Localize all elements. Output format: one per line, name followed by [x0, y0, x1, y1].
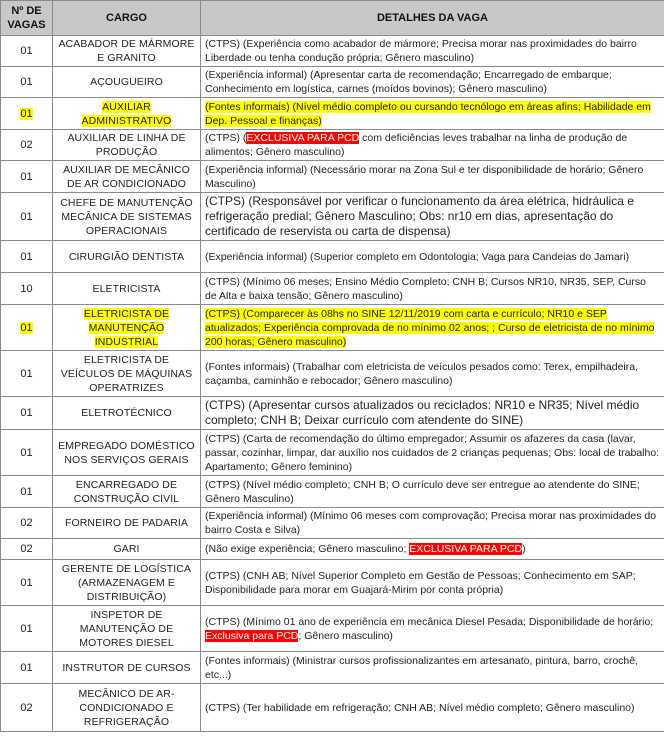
- cargo-title: ELETROTÉCNICO: [81, 407, 172, 419]
- detalhes-cell: [201, 606, 664, 652]
- table-header-row: [1, 1, 664, 36]
- cargo-title: INSPETOR DE MANUTENÇÃO DE MOTORES DIESEL: [79, 608, 174, 649]
- vagas-cell: [1, 560, 53, 606]
- detalhes-cell: [201, 397, 664, 430]
- detalhes-text: (CTPS) (Mínimo 06 meses; Ensino Médio Completo; CNH B; Cursos NR10, NR35, SEP, Curso de Alta e baixa tensão; Gênero masculino): [205, 275, 646, 302]
- header-vagas: Nº DE VAGAS: [1, 1, 53, 36]
- cargo-title: INSTRUTOR DE CURSOS: [62, 661, 191, 674]
- vagas-cell: [1, 98, 53, 130]
- table-row: [1, 684, 664, 732]
- vagas-cell: [1, 273, 53, 305]
- table-row: [1, 351, 664, 397]
- vagas-count: 01: [20, 446, 33, 459]
- cargo-cell: [53, 351, 201, 397]
- table-row: [1, 67, 664, 98]
- cargo-title: CIRURGIÃO DENTISTA: [68, 250, 185, 263]
- detalhes-text: (CTPS) (Nível médio completo; CNH B; O currículo deve ser entregue ao atendente do SINE; Gênero Masculino): [205, 478, 640, 505]
- vagas-cell: [1, 67, 53, 98]
- table-row: [1, 161, 664, 193]
- vagas-cell: [1, 606, 53, 652]
- cargo-cell: [53, 539, 201, 560]
- cargo-title: AÇOUGUEIRO: [90, 76, 163, 88]
- header-detalhes: DETALHES DA VAGA: [201, 1, 664, 36]
- cargo-title: GARI: [113, 543, 140, 555]
- vagas-cell: [1, 305, 53, 351]
- detalhes-text: (Experiência informal) (Superior completo em Odontologia; Vaga para Candeias do Jamari): [205, 250, 630, 263]
- cargo-cell: [53, 430, 201, 476]
- detalhes-text: (CTPS) (Experiência como acabador de mármore; Precisa morar nas proximidades do bairro Liberdade ou tenha condução própria; Gênero masculino): [205, 38, 637, 64]
- vagas-count: 01: [20, 250, 33, 263]
- detalhes-cell: [201, 193, 664, 241]
- cargo-title: AUXILIAR DE LINHA DE PRODUÇÃO: [67, 132, 186, 158]
- detalhes-text: (Fontes informais) (Trabalhar com eletricista de veículos pesados como: Terex, empilhadeira, caçamba, caminhão e rebocador; Gênero masculino): [205, 360, 639, 387]
- detalhes-text-cont: ): [522, 543, 526, 555]
- table-row: [1, 193, 664, 241]
- cargo-cell: [53, 476, 201, 508]
- detalhes-text: (CTPS) (Mínimo 01 ano de experiência em mecânica Diesel Pesada; Disponibilidade de horário;: [205, 615, 654, 628]
- vagas-count: 01: [20, 622, 33, 635]
- detalhes-text: (Experiência informal) (Apresentar carta de recomendação; Encarregado de embarque; Conhecimento em logística, carnes (moídos bovinos); Gênero masculino): [205, 69, 612, 95]
- vagas-count: 02: [20, 517, 33, 529]
- vagas-cell: [1, 430, 53, 476]
- cargo-title: FORNEIRO DE PADARIA: [64, 517, 189, 529]
- cargo-cell: [53, 193, 201, 241]
- detalhes-cell: [201, 130, 664, 161]
- cargo-title: EMPREGADO DOMÉSTICO NOS SERVIÇOS GERAIS: [58, 439, 195, 466]
- table-row: [1, 36, 664, 67]
- detalhes-text: (Não exige experiência; Gênero masculino;: [205, 543, 410, 555]
- detalhes-text: (Experiência informal) (Mínimo 06 meses com comprovação; Precisa morar nas proximidades do bairro Costa e Silva): [205, 510, 657, 536]
- detalhes-cell: [201, 684, 664, 732]
- detalhes-cell: [201, 36, 664, 67]
- detalhes-text: (CTPS) (Ter habilidade em refrigeração; CNH AB; Nível médio completo; Gênero masculino): [205, 701, 635, 714]
- detalhes-text-cont: ; Gênero masculino): [298, 629, 393, 642]
- vagas-cell: [1, 161, 53, 193]
- detalhes-cell: [201, 241, 664, 273]
- cargo-cell: [53, 161, 201, 193]
- detalhes-text: (CTPS) (Comparecer às 08hs no SINE 12/11/2019 com carta e currículo; NR10 e SEP atualizados; Experiência comprovada de no mínimo 02 anos; ; Curso de eletricista de no mínimo 200 horas; Gênero masculino): [205, 307, 655, 348]
- detalhes-cell: [201, 508, 664, 539]
- vagas-count: 01: [20, 170, 33, 183]
- vagas-count: 01: [20, 210, 33, 223]
- vagas-count: 01: [20, 661, 33, 674]
- vagas-count: 02: [20, 543, 33, 555]
- detalhes-cell: [201, 351, 664, 397]
- vagas-cell: [1, 193, 53, 241]
- cargo-cell: [53, 305, 201, 351]
- cargo-title: AUXILIAR ADMINISTRATIVO: [81, 100, 172, 127]
- cargo-cell: [53, 98, 201, 130]
- vagas-cell: [1, 397, 53, 430]
- detalhes-text: (CTPS) (CNH AB; Nível Superior Completo em Gestão de Pessoas; Conhecimento em SAP; Disponibilidade para morar em Guajará-Mirim por conta própria): [205, 569, 636, 596]
- detalhes-cell: [201, 67, 664, 98]
- cargo-title: ENCARREGADO DE CONSTRUÇÃO CIVIL: [73, 478, 180, 505]
- vagas-count: 01: [20, 45, 33, 57]
- detalhes-text: (Fontes informais) (Ministrar cursos profissionalizantes em artesanato, pintura, barro, crochê, etc...): [205, 654, 639, 681]
- cargo-cell: [53, 560, 201, 606]
- table-row: [1, 305, 664, 351]
- cargo-title: CHEFE DE MANUTENÇÃO MECÂNICA DE SISTEMAS OPERACIONAIS: [60, 196, 193, 237]
- vagas-count: 01: [20, 107, 33, 120]
- vagas-count: 02: [20, 139, 33, 151]
- table-row: [1, 273, 664, 305]
- detalhes-text: (Fontes informais) (Nível médio completo ou cursando tecnólogo em áreas afins; Habilidade em Dep. Pessoal e finanças): [205, 100, 651, 127]
- vagas-cell: [1, 684, 53, 732]
- table-row: [1, 652, 664, 684]
- vagas-count: 01: [20, 576, 33, 589]
- vagas-count: 02: [20, 701, 33, 714]
- cargo-cell: [53, 652, 201, 684]
- table-row: [1, 508, 664, 539]
- cargo-title: GERENTE DE LOGÍSTICA (ARMAZENAGEM E DISTRIBUIÇÃO): [61, 562, 192, 603]
- vagas-count: 01: [20, 76, 33, 88]
- cargo-title: ELETRICISTA DE VEÍCULOS DE MÁQUINAS OPERATRIZES: [60, 353, 193, 394]
- vagas-cell: [1, 130, 53, 161]
- detalhes-cell: [201, 652, 664, 684]
- detalhes-text: (CTPS) (: [205, 132, 247, 144]
- table-row: [1, 130, 664, 161]
- detalhes-cell: [201, 539, 664, 560]
- cargo-cell: [53, 606, 201, 652]
- detalhes-text: (CTPS) (Responsável por verificar o funcionamento da área elétrica, hidráulica e refrigeração predial; Gênero Masculino; Obs: nr10 em dias, apresentação do certificado de reservista ou carta de dispensa): [205, 194, 634, 238]
- detalhes-cell: [201, 98, 664, 130]
- table-row: [1, 241, 664, 273]
- pcd-exclusive-badge: EXCLUSIVA PARA PCD: [246, 132, 360, 144]
- cargo-cell: [53, 508, 201, 539]
- cargo-cell: [53, 36, 201, 67]
- cargo-title: ELETRICISTA: [92, 282, 161, 295]
- detalhes-cell: [201, 305, 664, 351]
- detalhes-cell: [201, 430, 664, 476]
- detalhes-text: (CTPS) (Carta de recomendação do último empregador; Assumir os afazeres da casa (lavar, passar, cozinhar, limpar, dar auxílio nos cuidados de 2 crianças pequenas; Obs: local de trabalho: Apartamento; Gênero feminino): [205, 432, 660, 473]
- vagas-cell: [1, 652, 53, 684]
- cargo-title: MECÂNICO DE AR-CONDICIONADO E REFRIGERAÇÃO: [78, 687, 175, 728]
- cargo-cell: [53, 67, 201, 98]
- cargo-title: AUXILIAR DE MECÂNICO DE AR CONDICIONADO: [63, 163, 190, 190]
- vagas-cell: [1, 539, 53, 560]
- vagas-cell: [1, 241, 53, 273]
- vagas-cell: [1, 508, 53, 539]
- vagas-count: 01: [20, 321, 33, 334]
- pcd-exclusive-badge: Exclusiva para PCD: [205, 629, 299, 642]
- cargo-title: ELETRICISTA DE MANUTENÇÃO INDUSTRIAL: [83, 307, 170, 348]
- detalhes-text: (CTPS) (Apresentar cursos atualizados ou reciclados: NR10 e NR35; Nível médio completo; CNH B; Deixar currículo com atendente do SINE): [205, 398, 640, 427]
- vagas-count: 01: [20, 407, 33, 419]
- cargo-cell: [53, 273, 201, 305]
- cargo-cell: [53, 130, 201, 161]
- table-row: [1, 476, 664, 508]
- detalhes-cell: [201, 161, 664, 193]
- table-row: [1, 98, 664, 130]
- table-row: [1, 397, 664, 430]
- vagas-cell: [1, 476, 53, 508]
- detalhes-text: (Experiência informal) (Necessário morar na Zona Sul e ter disponibilidade de horário; Gênero Masculino): [205, 163, 644, 190]
- vagas-cell: [1, 351, 53, 397]
- cargo-title: ACABADOR DE MÁRMORE E GRANITO: [58, 38, 195, 64]
- detalhes-cell: [201, 476, 664, 508]
- vagas-count: 10: [20, 282, 33, 295]
- detalhes-cell: [201, 273, 664, 305]
- vagas-count: 01: [20, 367, 33, 380]
- cargo-cell: [53, 684, 201, 732]
- pcd-exclusive-badge: EXCLUSIVA PARA PCD: [409, 543, 523, 555]
- header-cargo: CARGO: [53, 1, 201, 36]
- table-row: [1, 430, 664, 476]
- table-row: [1, 539, 664, 560]
- table-row: [1, 606, 664, 652]
- vagas-count: 01: [20, 485, 33, 498]
- vagas-cell: [1, 36, 53, 67]
- detalhes-text-cont: com deficiências leves trabalhar na linha de produção de alimentos; Gênero masculino): [205, 132, 628, 158]
- cargo-cell: [53, 241, 201, 273]
- cargo-cell: [53, 397, 201, 430]
- detalhes-cell: [201, 560, 664, 606]
- table-row: [1, 560, 664, 606]
